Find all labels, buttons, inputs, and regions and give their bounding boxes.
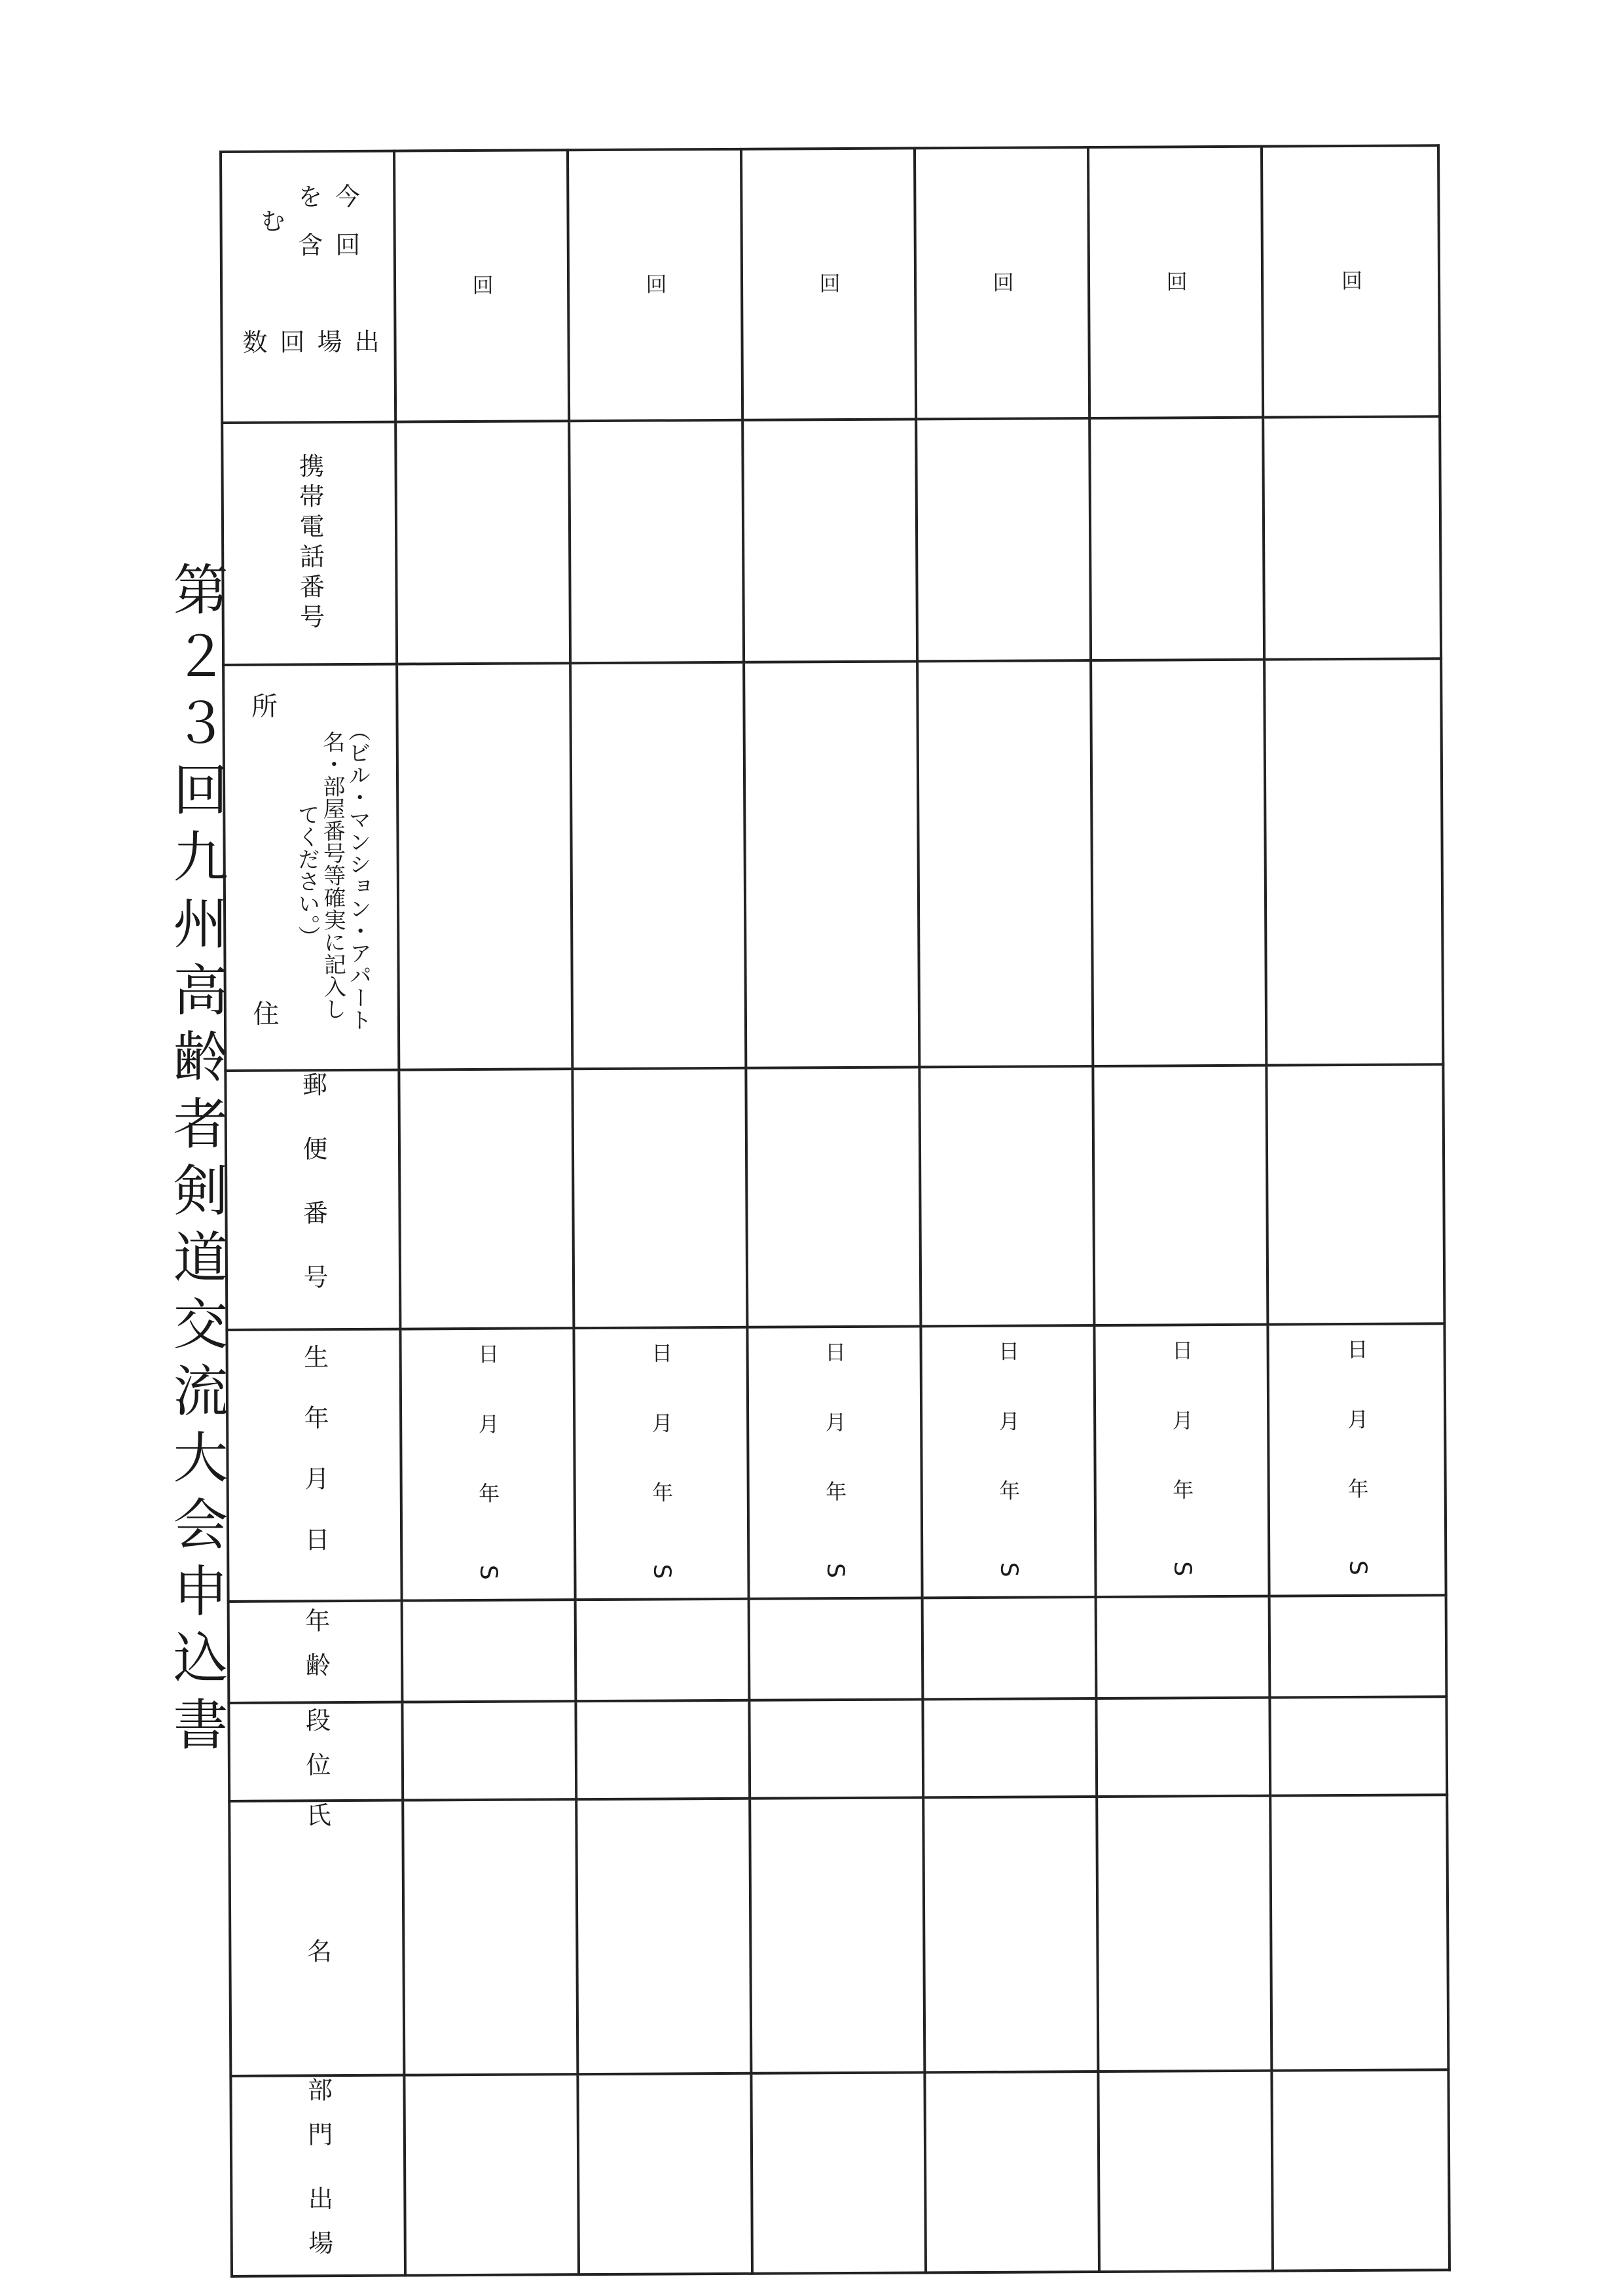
header-name: 氏名 [229,1801,404,2076]
count-cell[interactable]: 回 [741,148,916,420]
address-cell[interactable] [917,660,1093,1067]
month-label: 月 [822,1410,847,1432]
header-address [223,664,399,1071]
birth-cell[interactable] [1267,1323,1446,1596]
day-label: 日 [995,1340,1021,1361]
name-cell[interactable] [576,1799,751,2074]
age-cell[interactable] [749,1598,923,1700]
count-cell[interactable]: 回 [915,147,1089,419]
era-label: S [1169,1561,1196,1577]
age-cell[interactable] [922,1597,1097,1699]
day-label: 日 [822,1341,847,1363]
postal-cell[interactable] [572,1068,747,1328]
division-cell[interactable] [1098,2071,1273,2272]
division-cell[interactable] [404,2074,579,2275]
name-cell[interactable] [403,1799,577,2075]
postal-cell[interactable] [919,1066,1094,1326]
postal-cell[interactable] [399,1069,574,1329]
month-label: 月 [475,1412,500,1434]
year-label: 年 [822,1480,848,1502]
phone-cell[interactable] [569,420,744,663]
count-cell[interactable]: 回 [568,149,742,421]
division-cell[interactable] [1271,2070,1450,2270]
address-note: （ビル・マンション・アパート 名・部屋番号等確実に記入し てください。） [293,719,373,1031]
grade-cell[interactable] [402,1701,576,1800]
day-label: 日 [1343,1338,1369,1360]
birth-cell[interactable] [921,1325,1095,1598]
header-grade: 段位 [228,1702,403,1801]
year-label: 年 [475,1482,501,1504]
header-postal: 郵便番号 [225,1070,400,1330]
count-cell[interactable]: 回 [1262,145,1440,417]
header-phone: 携帯電話番号 [222,422,397,665]
form-title: 第２３回九州高齢者剣道交流大会申込書 [164,561,228,1763]
header-age: 年齢 [228,1601,403,1703]
day-label: 日 [475,1342,500,1364]
year-label: 年 [1344,1478,1370,1499]
name-cell[interactable] [1097,1796,1271,2072]
year-label: 年 [649,1481,674,1503]
header-count-note: 今回を含む [256,183,361,280]
count-cell[interactable]: 回 [394,150,569,422]
division-cell[interactable] [577,2073,752,2274]
name-cell[interactable] [923,1797,1098,2072]
header-division-line1: 出場 [304,2185,333,2275]
address-cell[interactable] [744,661,919,1067]
application-form [219,144,1448,2275]
year-label: 年 [1169,1479,1195,1500]
month-label: 月 [1344,1408,1370,1429]
birth-cell[interactable] [574,1327,748,1600]
month-label: 月 [648,1412,674,1433]
age-cell[interactable] [575,1599,750,1701]
address-cell[interactable] [397,663,572,1069]
header-division-line2: 部門 [303,2077,333,2166]
phone-cell[interactable] [1089,418,1264,660]
count-cell[interactable]: 回 [1088,147,1263,418]
grade-cell[interactable] [749,1699,923,1798]
month-label: 月 [995,1410,1021,1431]
age-cell[interactable] [1269,1595,1447,1697]
era-label: S [995,1562,1023,1577]
era-label: S [1343,1560,1371,1575]
address-cell[interactable] [1091,660,1266,1066]
name-cell[interactable] [1270,1795,1448,2070]
division-cell[interactable] [751,2072,926,2273]
postal-cell[interactable] [1266,1064,1444,1324]
grade-cell[interactable] [1096,1698,1270,1797]
grade-cell[interactable] [575,1700,750,1799]
header-count-label: 出場回数 [238,328,380,378]
grade-cell[interactable] [1269,1696,1447,1795]
phone-cell[interactable] [1263,416,1441,659]
division-cell[interactable] [924,2072,1099,2272]
header-count [221,151,395,423]
phone-cell[interactable] [395,421,570,664]
month-label: 月 [1169,1408,1194,1431]
day-label: 日 [1169,1339,1194,1361]
era-label: S [648,1564,676,1579]
day-label: 日 [648,1342,674,1363]
postal-cell[interactable] [1093,1066,1267,1325]
era-label: S [822,1563,849,1579]
name-cell[interactable] [750,1797,924,2073]
phone-cell[interactable] [916,418,1091,661]
application-table [219,144,1451,2278]
age-cell[interactable] [1096,1596,1270,1698]
birth-cell[interactable] [1094,1325,1269,1597]
birth-cell[interactable] [747,1326,922,1598]
address-cell[interactable] [570,662,746,1069]
header-division [230,2075,405,2276]
postal-cell[interactable] [746,1067,921,1327]
age-cell[interactable] [402,1600,576,1702]
grade-cell[interactable] [922,1698,1097,1797]
birth-cell[interactable] [400,1328,575,1600]
address-cell[interactable] [1264,658,1443,1065]
phone-cell[interactable] [742,419,917,662]
address-title: 所 住 [247,692,280,1026]
era-label: S [475,1564,502,1580]
year-label: 年 [996,1479,1021,1501]
header-birth: 生年月日 [227,1329,401,1602]
